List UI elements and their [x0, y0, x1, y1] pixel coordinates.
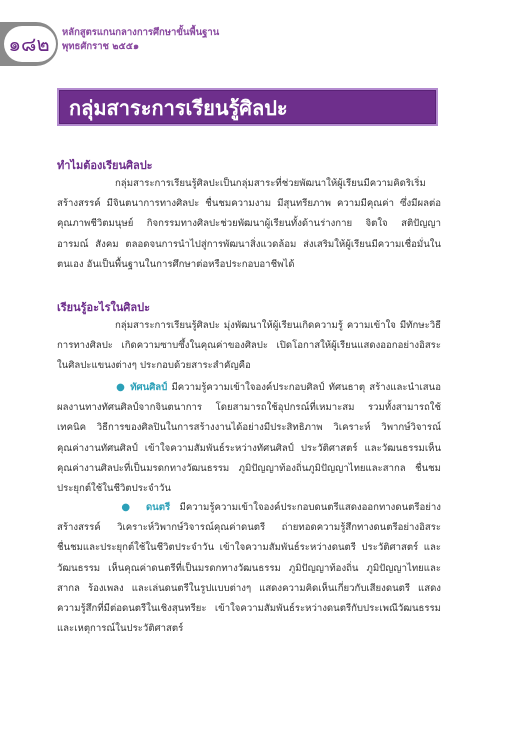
- section-paragraph-why: [57, 174, 441, 275]
- running-header: [62, 26, 219, 54]
- paragraph-text: กลุ่มสาระการเรียนรู้ศิลปะ มุ่งพัฒนาให้ผู้เรียนเกิดความรู้ ความเข้าใจ มีทักษะวิธีการทางศิลปะ เกิดความซาบซึ้งในคุณค่าของศิลปะ เปิดโอกาสให้ผู้เรียนแสดงออกอย่างอิสระในศิลปะแขนงต่างๆ ประกอบด้วยสาระสำคัญคือ: [57, 320, 441, 372]
- header-line-1: หลักสูตรแกนกลางการศึกษาขั้นพื้นฐาน: [62, 27, 220, 38]
- section-heading-why: ทำไมต้องเรียนศิลปะ: [57, 159, 153, 172]
- bullet-dot-icon: ●: [115, 502, 137, 513]
- bullet-term: ทัศนศิลป์: [130, 382, 168, 393]
- page-number: ๑๘๒: [8, 32, 50, 56]
- section-paragraph-what: [57, 316, 441, 377]
- chapter-title: กลุ่มสาระการเรียนรู้ศิลปะ: [69, 96, 288, 120]
- bullet-term: ดนตรี: [145, 502, 171, 513]
- bullet-music: [57, 498, 441, 639]
- bullet-text: มีความรู้ความเข้าใจองค์ประกอบศิลป์ ทัศนธาตุ สร้างและนำเสนอผลงานทางทัศนศิลป์จากจินตนาการ โดยสามารถใช้อุปกรณ์ที่เหมาะสม รวมทั้งสามารถใช้เทคนิค วิธีการของศิลปินในการสร้างงานได้อย่างมีประสิทธิภาพ วิเคราะห์ วิพากษ์วิจารณ์คุณค่างานทัศนศิลป์ เข้าใจความสัมพันธ์ระหว่างทัศนศิลป์ ประวัติศาสตร์ และวัฒนธรรมเห็นคุณค่างานศิลปะที่เป็นมรดกทางวัฒนธรรม ภูมิปัญญาท้องถิ่นภูมิปัญญาไทยและสากล ชื่นชม ประยุกต์ใช้ในชีวิตประจำวัน: [57, 382, 441, 495]
- header-line-2: พุทธศักราช ๒๕๕๑: [62, 41, 139, 52]
- bullet-text: มีความรู้ความเข้าใจองค์ประกอบดนตรีแสดงออกทางดนตรีอย่างสร้างสรรค์ วิเคราะห์วิพากษ์วิจารณ์คุณค่าดนตรี ถ่ายทอดความรู้สึกทางดนตรีอย่างอิสระ ชื่นชมและประยุกต์ใช้ในชีวิตประจำวัน เข้าใจความสัมพันธ์ระหว่างดนตรี ประวัติศาสตร์ และวัฒนธรรม เห็นคุณค่าดนตรีที่เป็นมรดกทางวัฒนธรรม ภูมิปัญญาท้องถิ่น ภูมิปัญญาไทยและสากล ร้องเพลง และเล่นดนตรีในรูปแบบต่างๆ แสดงความคิดเห็นเกี่ยวกับเสียงดนตรี แสดงความรู้สึกที่มีต่อดนตรีในเชิงสุนทรียะ เข้าใจความสัมพันธ์ระหว่างดนตรีกับประเพณีวัฒนธรรม และเหตุการณ์ในประวัติศาสตร์: [57, 502, 441, 635]
- bullet-dot-icon: ●: [115, 382, 127, 393]
- section-heading-what: เรียนรู้อะไรในศิลปะ: [57, 301, 151, 314]
- bullet-visual-arts: [57, 378, 441, 499]
- paragraph-text: กลุ่มสาระการเรียนรู้ศิลปะเป็นกลุ่มสาระที่ช่วยพัฒนาให้ผู้เรียนมีความคิดริเริ่ม สร้างสรรค์ มีจินตนาการทางศิลปะ ชื่นชมความงาม มีสุนทรียภาพ ความมีคุณค่า ซึ่งมีผลต่อคุณภาพชีวิตมนุษย์ กิจกรรมทางศิลปะช่วยพัฒนาผู้เรียนทั้งด้านร่างกาย จิตใจ สติปัญญา อารมณ์ สังคม ตลอดจนการนำไปสู่การพัฒนาสิ่งแวดล้อม ส่งเสริมให้ผู้เรียนมีความเชื่อมั่นในตนเอง อันเป็นพื้นฐานในการศึกษาต่อหรือประกอบอาชีพได้: [57, 178, 441, 270]
- chapter-title-box: [57, 88, 438, 126]
